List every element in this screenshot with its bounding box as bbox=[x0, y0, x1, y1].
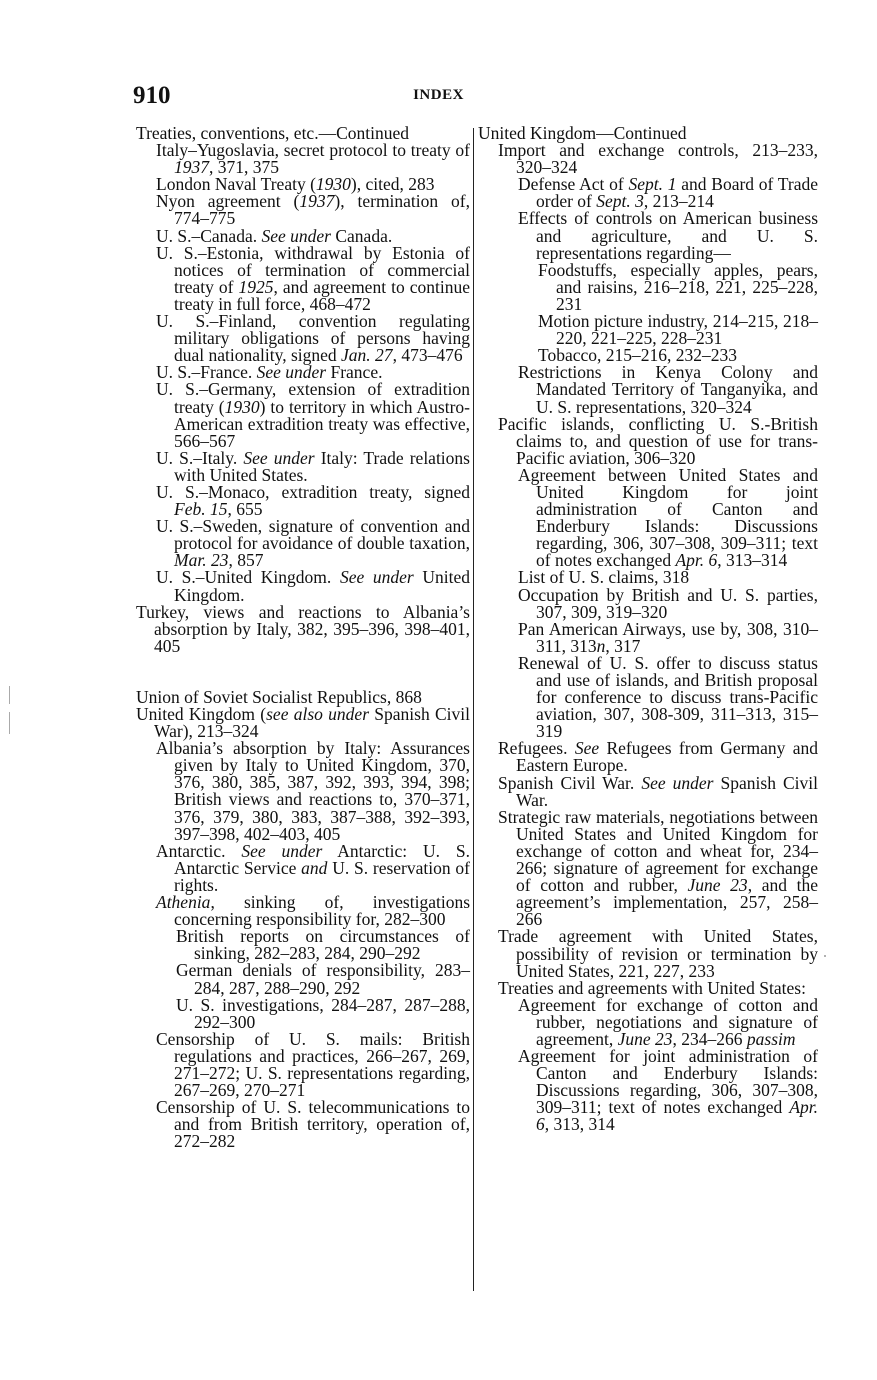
index-subentry: U. S.–Canada. See under Canada. bbox=[156, 225, 393, 246]
index-subentry: Treaties and agreements with United States: bbox=[498, 977, 806, 998]
index-subentry: List of U. S. claims, 318 bbox=[518, 567, 690, 588]
index-subentry: Agreement for exchange of cotton and rubber, negotiations and signature of agreement, June 23, 234–266 passim bbox=[518, 994, 818, 1049]
scan-dot bbox=[824, 955, 826, 957]
index-subentry: British reports on circumstances of sinking, 282–283, 284, 290–292 bbox=[176, 926, 470, 964]
index-subentry: German denials of responsibility, 283–284, 287, 288–290, 292 bbox=[176, 960, 470, 998]
index-subentry: U. S.–United Kingdom. See under United Kingdom. bbox=[156, 567, 470, 605]
index-subentry: Agreement between United States and United Kingdom for joint administration of Canton and Enderbury Islands: Discussions regarding, 306, 307–308, 309–311; text of notes exchanged Apr. 6, 313–314 bbox=[518, 464, 818, 571]
index-subentry: U. S. investigations, 284–287, 287–288, 292–300 bbox=[176, 994, 470, 1032]
index-subentry: Tobacco, 215–216, 232–233 bbox=[538, 345, 738, 366]
index-subentry: Refugees. See Refugees from Germany and Eastern Europe. bbox=[498, 738, 818, 776]
index-subentry: Pacific islands, conflicting U. S.-British claims to, and question of use for trans-Pacific aviation, 306–320 bbox=[498, 413, 818, 468]
index-subentry: Restrictions in Kenya Colony and Mandated Territory of Tanganyika, and U. S. representations, 320–324 bbox=[518, 362, 818, 417]
index-subentry: Censorship of U. S. telecommunications to and from British territory, operation of, 272–282 bbox=[156, 1097, 470, 1152]
index-heading: United Kingdom (see also under Spanish Civil War), 213–324 bbox=[136, 704, 470, 742]
index-subentry: Strategic raw materials, negotiations between United States and United Kingdom for exchange of cotton and wheat for, 234–266; signature of agreement for exchange of cotton and rubber, June 23, and the agreement’s implementation, 257, 258–266 bbox=[498, 806, 818, 930]
running-head: INDEX bbox=[413, 87, 464, 103]
column-divider bbox=[473, 128, 474, 1291]
index-heading: Treaties, conventions, etc.—Continued bbox=[136, 123, 409, 143]
scan-mark bbox=[9, 712, 10, 734]
index-subentry: U. S.–Estonia, withdrawal by Estonia of notices of termination of commercial treaty of 1925, and agreement to continue treaty in full force, 468–472 bbox=[156, 242, 470, 314]
index-subentry: Renewal of U. S. offer to discuss status and use of islands, and British proposal for conference to discuss trans-Pacific aviation, 307, 308-309, 311–313, 315–319 bbox=[518, 652, 818, 742]
index-heading: Turkey, views and reactions to Albania’s absorption by Italy, 382, 395–396, 398–401, 405 bbox=[136, 601, 470, 656]
section-gap bbox=[136, 655, 470, 689]
index-subentry: Athenia, sinking of, investigations concerning responsibility for, 282–300 bbox=[156, 892, 470, 930]
right-column bbox=[478, 125, 818, 1134]
page-number: 910 bbox=[133, 82, 171, 109]
index-heading: United Kingdom—Continued bbox=[478, 123, 687, 143]
index-subentry: Agreement for joint administration of Canton and Enderbury Islands: Discussions regarding, 306, 307–308, 309–311; text of notes exchanged Apr. 6, 313, 314 bbox=[518, 1046, 818, 1135]
index-heading: Union of Soviet Socialist Republics, 868 bbox=[136, 686, 422, 707]
index-subentry: Occupation by British and U. S. parties, 307, 309, 319–320 bbox=[518, 584, 818, 622]
index-subentry: U. S.–France. See under France. bbox=[156, 362, 383, 383]
index-subentry: Defense Act of Sept. 1 and Board of Trade order of Sept. 3, 213–214 bbox=[518, 174, 818, 212]
index-subentry: Albania’s absorption by Italy: Assurances given by Italy to United Kingdom, 370, 376, 380, 385, 387, 392, 393, 394, 398; British views and reactions to, 370–371, 376, 379, 380, 383, 387–388, 392–393, 397–398, 402–403, 405 bbox=[156, 738, 470, 844]
index-subentry: Import and exchange controls, 213–233, 320–324 bbox=[498, 140, 818, 178]
scan-mark bbox=[9, 686, 10, 704]
index-subentry: Trade agreement with United States, possibility of revision or termination by United States, 221, 227, 233 bbox=[498, 926, 818, 981]
index-subentry: Nyon agreement (1937), termination of, 774–775 bbox=[156, 191, 471, 229]
index-subentry: Antarctic. See under Antarctic: U. S. Antarctic Service and U. S. reservation of rights. bbox=[156, 840, 470, 895]
index-subentry: Italy–Yugoslavia, secret protocol to treaty of 1937, 371, 375 bbox=[156, 140, 470, 178]
index-subentry: U. S.–Finland, convention regulating military obligations of persons having dual nationality, signed Jan. 27, 473–476 bbox=[156, 311, 470, 366]
index-subentry: Motion picture industry, 214–215, 218–220, 221–225, 228–231 bbox=[538, 311, 818, 349]
index-subentry: Pan American Airways, use by, 308, 310–311, 313n, 317 bbox=[518, 618, 818, 656]
index-subentry: U. S.–Italy. See under Italy: Trade relations with United States. bbox=[156, 447, 470, 485]
index-subentry: Spanish Civil War. See under Spanish Civil War. bbox=[498, 772, 818, 810]
index-subentry: U. S.–Sweden, signature of convention and protocol for avoidance of double taxation, Mar. 23, 857 bbox=[156, 516, 470, 571]
index-subentry: London Naval Treaty (1930), cited, 283 bbox=[156, 174, 435, 195]
index-subentry: Effects of controls on American business and agriculture, and U. S. representations regarding— bbox=[518, 208, 818, 263]
index-subentry: Censorship of U. S. mails: British regulations and practices, 266–267, 269, 271–272; U. S. representations regarding, 267–269, 270–271 bbox=[156, 1028, 470, 1101]
index-subentry: Foodstuffs, especially apples, pears, and raisins, 216–218, 221, 225–228, 231 bbox=[538, 259, 818, 314]
index-subentry: U. S.–Monaco, extradition treaty, signed Feb. 15, 655 bbox=[156, 481, 470, 520]
left-column bbox=[136, 125, 470, 1150]
index-subentry: U. S.–Germany, extension of extradition treaty (1930) to territory in which Austro-American extradition treaty was effective, 566–567 bbox=[156, 379, 470, 451]
